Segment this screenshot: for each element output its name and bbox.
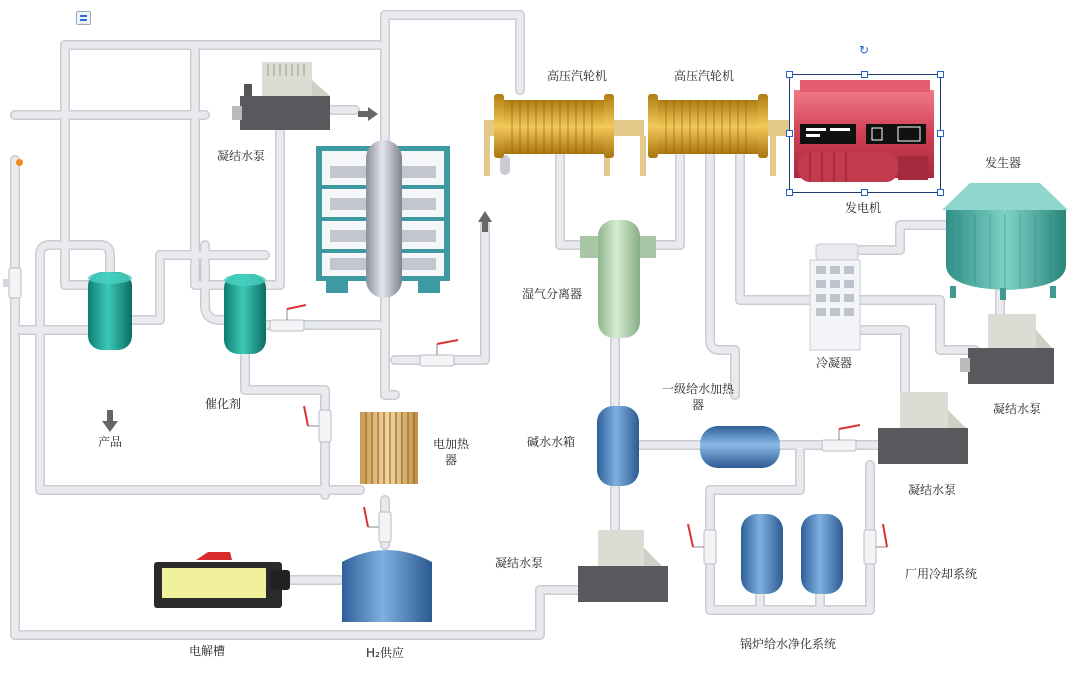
label-h2-supply: H₂供应: [366, 646, 404, 660]
valve[interactable]: [822, 425, 860, 451]
valve[interactable]: [864, 524, 887, 564]
reactor-tank-right[interactable]: [224, 274, 266, 354]
electric-heater[interactable]: [360, 412, 418, 484]
purification-tank-1[interactable]: [741, 514, 783, 594]
label-moisture-separator: 湿气分离器: [522, 287, 583, 301]
condenser-unit[interactable]: [810, 244, 860, 350]
label-boiler-purify: 锅炉给水净化系统: [740, 637, 837, 651]
label-electrolyzer: 电解槽: [189, 644, 226, 658]
label-condenser: 冷凝器: [816, 356, 853, 370]
valve[interactable]: [688, 524, 716, 564]
label-plant-cooling: 厂用冷却系统: [905, 567, 978, 581]
resize-handle-nw[interactable]: [786, 71, 793, 78]
flow-arrow-right: [358, 107, 378, 121]
resize-handle-w[interactable]: [786, 130, 793, 137]
central-reactor[interactable]: [316, 140, 450, 298]
valve[interactable]: [364, 507, 391, 542]
condensate-pump-bottom[interactable]: [578, 530, 668, 602]
valve[interactable]: [420, 340, 458, 366]
label-electric-heater: 电加热器: [432, 437, 469, 467]
label-turbine-2: 高压汽轮机: [674, 69, 735, 83]
rotate-icon[interactable]: ↻: [859, 43, 870, 57]
label-generator-top: 发生器: [985, 156, 1022, 170]
resize-handle-e[interactable]: [937, 130, 944, 137]
h2-supply-tank[interactable]: [342, 550, 432, 622]
resize-handle-sw[interactable]: [786, 189, 793, 196]
moisture-separator[interactable]: [580, 220, 656, 338]
flow-arrow-down: [102, 410, 118, 432]
condensate-pump-mid-right[interactable]: [878, 392, 968, 464]
label-pump-top: 凝结水泵: [217, 149, 266, 163]
menu-icon[interactable]: [76, 11, 91, 25]
purification-tank-2[interactable]: [801, 514, 843, 594]
label-pump-bottom: 凝结水泵: [495, 556, 544, 570]
feedwater-heater[interactable]: [700, 426, 780, 468]
selection-box[interactable]: [789, 74, 941, 193]
valve[interactable]: [270, 305, 306, 331]
label-pump-right-top: 凝结水泵: [993, 402, 1042, 416]
label-feedwater-heater: 一级给水加热器: [661, 382, 734, 412]
alkali-water-tank[interactable]: [597, 406, 639, 486]
valve[interactable]: [304, 406, 331, 442]
connection-point-marker[interactable]: [16, 159, 23, 166]
label-product: 产品: [98, 435, 123, 449]
label-catalyst: 催化剂: [205, 397, 242, 411]
cooling-tower[interactable]: [942, 183, 1068, 300]
condensate-pump-top[interactable]: [232, 62, 330, 130]
label-generator-set: 发电机: [845, 201, 882, 215]
label-alkali-tank: 碱水水箱: [527, 435, 576, 449]
label-pump-mid-right: 凝结水泵: [908, 483, 957, 497]
label-turbine-1: 高压汽轮机: [547, 69, 608, 83]
resize-handle-ne[interactable]: [937, 71, 944, 78]
resize-handle-n[interactable]: [861, 71, 868, 78]
electrolyzer[interactable]: [154, 552, 290, 608]
resize-handle-s[interactable]: [861, 189, 868, 196]
valve[interactable]: [3, 268, 21, 298]
condensate-pump-right-top[interactable]: [960, 314, 1054, 384]
resize-handle-se[interactable]: [937, 189, 944, 196]
reactor-tank-left[interactable]: [88, 272, 132, 350]
